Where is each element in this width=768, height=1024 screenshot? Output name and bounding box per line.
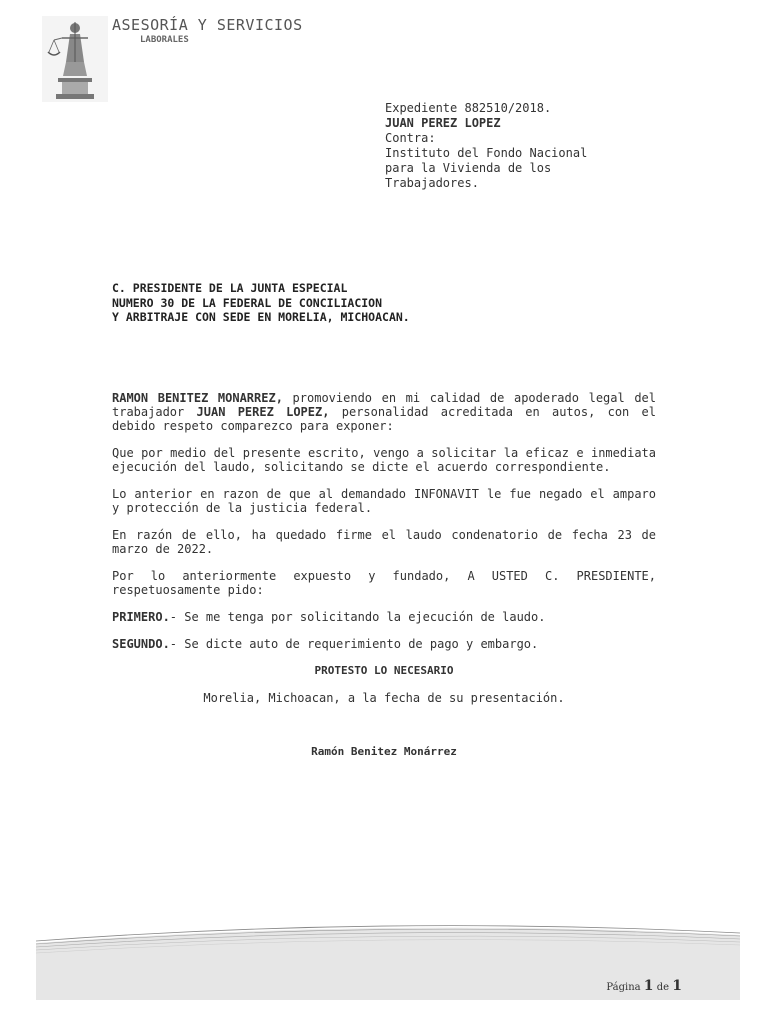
- document-body: [112, 391, 656, 770]
- defendant-line: Trabajadores.: [385, 176, 479, 190]
- addressee-line: Y ARBITRAJE CON SEDE EN MORELIA, MICHOACAN.: [112, 310, 410, 324]
- petition-text: - Se dicte auto de requerimiento de pago y embargo.: [169, 637, 539, 651]
- intro-paragraph: [112, 391, 656, 433]
- signature-name: Ramón Benitez Monárrez: [311, 745, 457, 758]
- lady-justice-logo-icon: [40, 14, 110, 104]
- protesto-heading: PROTESTO LO NECESARIO: [314, 664, 454, 677]
- of-word: de: [656, 982, 670, 993]
- petition-text: - Se me tenga por solicitando la ejecución de laudo.: [169, 610, 546, 624]
- firm-name: ASESORÍA Y SERVICIOS: [112, 16, 303, 34]
- body-paragraph: Lo anterior en razon de que al demandado INFONAVIT le fue negado el amparo y protección de la justicia federal.: [112, 487, 656, 515]
- firm-subtitle: LABORALES: [140, 35, 189, 45]
- page-total: 1: [672, 978, 682, 994]
- addressee-block: [112, 281, 410, 325]
- petition-label: PRIMERO.: [112, 610, 170, 624]
- addressee-line: NUMERO 30 DE LA FEDERAL DE CONCILIACION: [112, 295, 383, 310]
- expediente-number: Expediente 882510/2018.: [385, 101, 552, 115]
- contra-label: Contra:: [385, 131, 436, 145]
- page-number: [606, 978, 682, 994]
- petition-label: SEGUNDO.: [112, 637, 170, 651]
- worker-name: JUAN PEREZ LOPEZ,: [196, 405, 330, 419]
- body-paragraph: Por lo anteriormente expuesto y fundado, A USTED C. PRESDIENTE, respetuosamente pido:: [112, 569, 656, 597]
- defendant-line: para la Vivienda de los: [385, 161, 552, 175]
- intro-text: personalidad acreditada en autos, con el debido respeto comparezco para exponer:: [112, 405, 656, 433]
- intro-text: promoviendo en mi calidad de apoderado legal del trabajador: [112, 391, 656, 419]
- body-paragraph: En razón de ello, ha quedado firme el laudo condenatorio de fecha 23 de marzo de 2022.: [112, 528, 656, 556]
- petition-item: [112, 637, 656, 651]
- body-paragraph: Que por medio del presente escrito, vengo a solicitar la eficaz e inmediata ejecución del laudo, solicitando se dicte el acuerdo correspondiente.: [112, 446, 656, 474]
- attorney-name: RAMON BENITEZ MONARREZ,: [112, 391, 283, 405]
- petition-item: [112, 610, 656, 624]
- addressee-line: C. PRESIDENTE DE LA JUNTA ESPECIAL: [112, 281, 348, 295]
- page-current: 1: [643, 978, 654, 994]
- case-header: [385, 101, 685, 191]
- place-date: Morelia, Michoacan, a la fecha de su presentación.: [203, 691, 565, 705]
- defendant-line: Instituto del Fondo Nacional: [385, 146, 588, 160]
- plaintiff-name: JUAN PEREZ LOPEZ: [385, 116, 501, 130]
- page-word: Página: [606, 982, 641, 993]
